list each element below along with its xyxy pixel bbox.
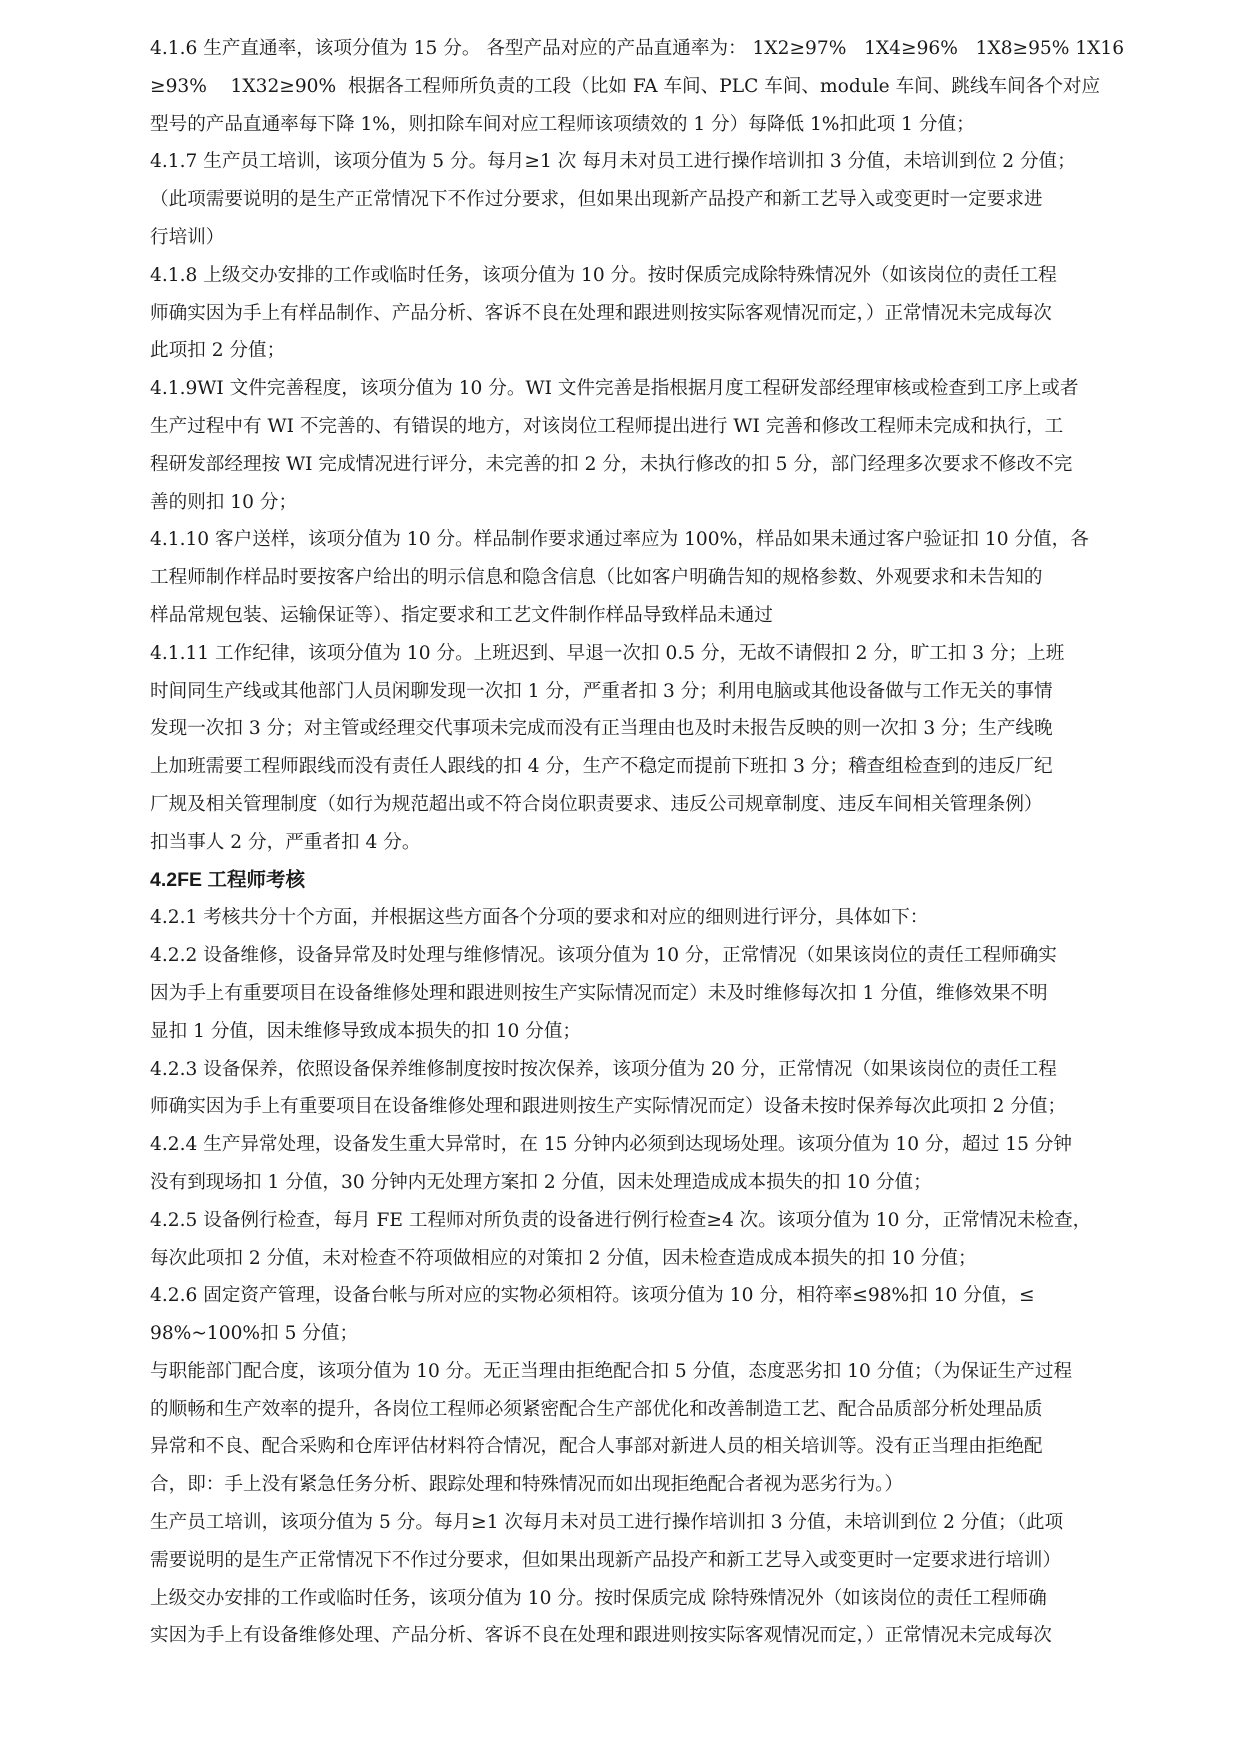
text-line: 师确实因为手上有样品制作、产品分析、客诉不良在处理和跟进则按实际客观情况而定，）正常情况未完成每次 — [150, 302, 1052, 324]
text-line: 4.2.6 固定资产管理，设备台帐与所对应的实物必须相符。该项分值为 10 分，相符率≤98%扣 10 分值，≤ — [150, 1285, 1035, 1307]
text-line: 型号的产品直通率每下降 1%，则扣除车间对应工程师该项绩效的 1 分）每降低 1%扣此项 1 分值； — [150, 113, 975, 135]
text-line: 程研发部经理按 WI 完成情况进行评分，未完善的扣 2 分，未执行修改的扣 5 分，部门经理多次要求不修改不完 — [150, 453, 1073, 475]
text-line: 每次此项扣 2 分值，未对检查不符项做相应的对策扣 2 分值，因未检查造成成本损失的扣 10 分值； — [150, 1247, 977, 1269]
text-line: 厂规及相关管理制度（如行为规范超出或不符合岗位职责要求、违反公司规章制度、违反车间相关管理条例） — [150, 793, 1043, 815]
document-body — [150, 30, 1160, 1693]
text-line: 98%~100%扣 5 分值； — [150, 1323, 359, 1345]
text-line: 行培训） — [150, 226, 225, 248]
text-line: 4.1.10 客户送样，该项分值为 10 分。样品制作要求通过率应为 100%，样品如果未通过客户验证扣 10 分值，各 — [150, 529, 1089, 551]
text-line: 此项扣 2 分值； — [150, 340, 286, 362]
text-line: 4.2.4 生产异常处理，设备发生重大异常时，在 15 分钟内必须到达现场处理。该项分值为 10 分，超过 15 分钟 — [150, 1134, 1073, 1156]
text-line: 异常和不良、配合采购和仓库评估材料符合情况，配合人事部对新进人员的相关培训等。没有正当理由拒绝配 — [150, 1436, 1043, 1458]
text-line: 发现一次扣 3 分；对主管或经理交代事项未完成而没有正当理由也及时未报告反映的则一次扣 3 分；生产线晚 — [150, 718, 1053, 740]
text-line: 生产过程中有 WI 不完善的、有错误的地方，对该岗位工程师提出进行 WI 完善和修改工程师未完成和执行，工 — [150, 415, 1064, 437]
text-line: 样品常规包装、运输保证等）、指定要求和工艺文件制作样品导致样品未通过 — [150, 604, 773, 626]
text-line: 4.1.7 生产员工培训，该项分值为 5 分。每月≥1 次 每月未对员工进行操作培训扣 3 分值，未培训到位 2 分值； — [150, 151, 1076, 173]
text-line: 师确实因为手上有重要项目在设备维修处理和跟进则按生产实际情况而定）设备未按时保养每次此项扣 2 分值； — [150, 1096, 1067, 1118]
text-line: 合，即：手上没有紧急任务分析、跟踪处理和特殊情况而如出现拒绝配合者视为恶劣行为。） — [150, 1474, 904, 1496]
text-line: 4.2.2 设备维修，设备异常及时处理与维修情况。该项分值为 10 分，正常情况（如果该岗位的责任工程师确实 — [150, 945, 1057, 967]
text-line: 工程师制作样品时要按客户给出的明示信息和隐含信息（比如客户明确告知的规格参数、外观要求和未告知的 — [150, 567, 1043, 589]
text-line — [150, 1655, 1160, 1693]
text-line: 与职能部门配合度，该项分值为 10 分。无正当理由拒绝配合扣 5 分值，态度恶劣扣 10 分值；（为保证生产过程 — [150, 1360, 1073, 1382]
text-line: 4.2.5 设备例行检查，每月 FE 工程师对所负责的设备进行例行检查≥4 次。该项分值为 10 分，正常情况未检查， — [150, 1209, 1092, 1231]
text-line: ≥93% 1X32≥90% 根据各工程师所负责的工段（比如 FA 车间、PLC 车间、module 车间、跳线车间各个对应 — [150, 75, 1101, 97]
text-line: 生产员工培训，该项分值为 5 分。每月≥1 次每月未对员工进行操作培训扣 3 分值，未培训到位 2 分值；（此项 — [150, 1512, 1064, 1534]
section-heading: 4.2FE 工程师考核 — [150, 868, 305, 891]
text-line: 上加班需要工程师跟线而没有责任人跟线的扣 4 分，生产不稳定而提前下班扣 3 分；稽查组检查到的违反厂纪 — [150, 756, 1053, 778]
text-line: 4.1.8 上级交办安排的工作或临时任务，该项分值为 10 分。按时保质完成除特殊情况外（如该岗位的责任工程 — [150, 264, 1057, 286]
text-line: 没有到现场扣 1 分值，30 分钟内无处理方案扣 2 分值，因未处理造成成本损失的扣 10 分值； — [150, 1171, 932, 1193]
text-line: 4.2.1 考核共分十个方面，并根据这些方面各个分项的要求和对应的细则进行评分，具体如下： — [150, 907, 929, 929]
text-line: 善的则扣 10 分； — [150, 491, 298, 513]
text-line: 需要说明的是生产正常情况下不作过分要求，但如果出现新产品投产和新工艺导入或变更时一定要求进行培训） — [150, 1549, 1062, 1571]
text-line: 实因为手上有设备维修处理、产品分析、客诉不良在处理和跟进则按实际客观情况而定，）正常情况未完成每次 — [150, 1625, 1052, 1647]
text-line: 扣当事人 2 分，严重者扣 4 分。 — [150, 831, 421, 853]
text-line: 的顺畅和生产效率的提升，各岗位工程师必须紧密配合生产部优化和改善制造工艺、配合品质部分析处理品质 — [150, 1398, 1043, 1420]
text-line: 4.1.6 生产直通率，该项分值为 15 分。 各型产品对应的产品直通率为： 1X2≥97% 1X4≥96% 1X8≥95% 1X16 — [150, 38, 1125, 59]
text-line: 显扣 1 分值，因未维修导致成本损失的扣 10 分值； — [150, 1020, 582, 1042]
text-line: 4.1.9WI 文件完善程度，该项分值为 10 分。WI 文件完善是指根据月度工程研发部经理审核或检查到工序上或者 — [150, 378, 1079, 400]
text-line: 因为手上有重要项目在设备维修处理和跟进则按生产实际情况而定）未及时维修每次扣 1 分值，维修效果不明 — [150, 982, 1048, 1004]
text-line: 时间同生产线或其他部门人员闲聊发现一次扣 1 分，严重者扣 3 分；利用电脑或其他设备做与工作无关的事情 — [150, 680, 1053, 702]
text-line: 4.2.3 设备保养，依照设备保养维修制度按时按次保养，该项分值为 20 分，正常情况（如果该岗位的责任工程 — [150, 1058, 1057, 1080]
text-line: 上级交办安排的工作或临时任务，该项分值为 10 分。按时保质完成 除特殊情况外（如该岗位的责任工程师确 — [150, 1587, 1047, 1609]
text-line: （此项需要说明的是生产正常情况下不作过分要求，但如果出现新产品投产和新工艺导入或变更时一定要求进 — [150, 189, 1043, 211]
text-line: 4.1.11 工作纪律，该项分值为 10 分。上班迟到、早退一次扣 0.5 分，无故不请假扣 2 分，旷工扣 3 分；上班 — [150, 642, 1065, 664]
